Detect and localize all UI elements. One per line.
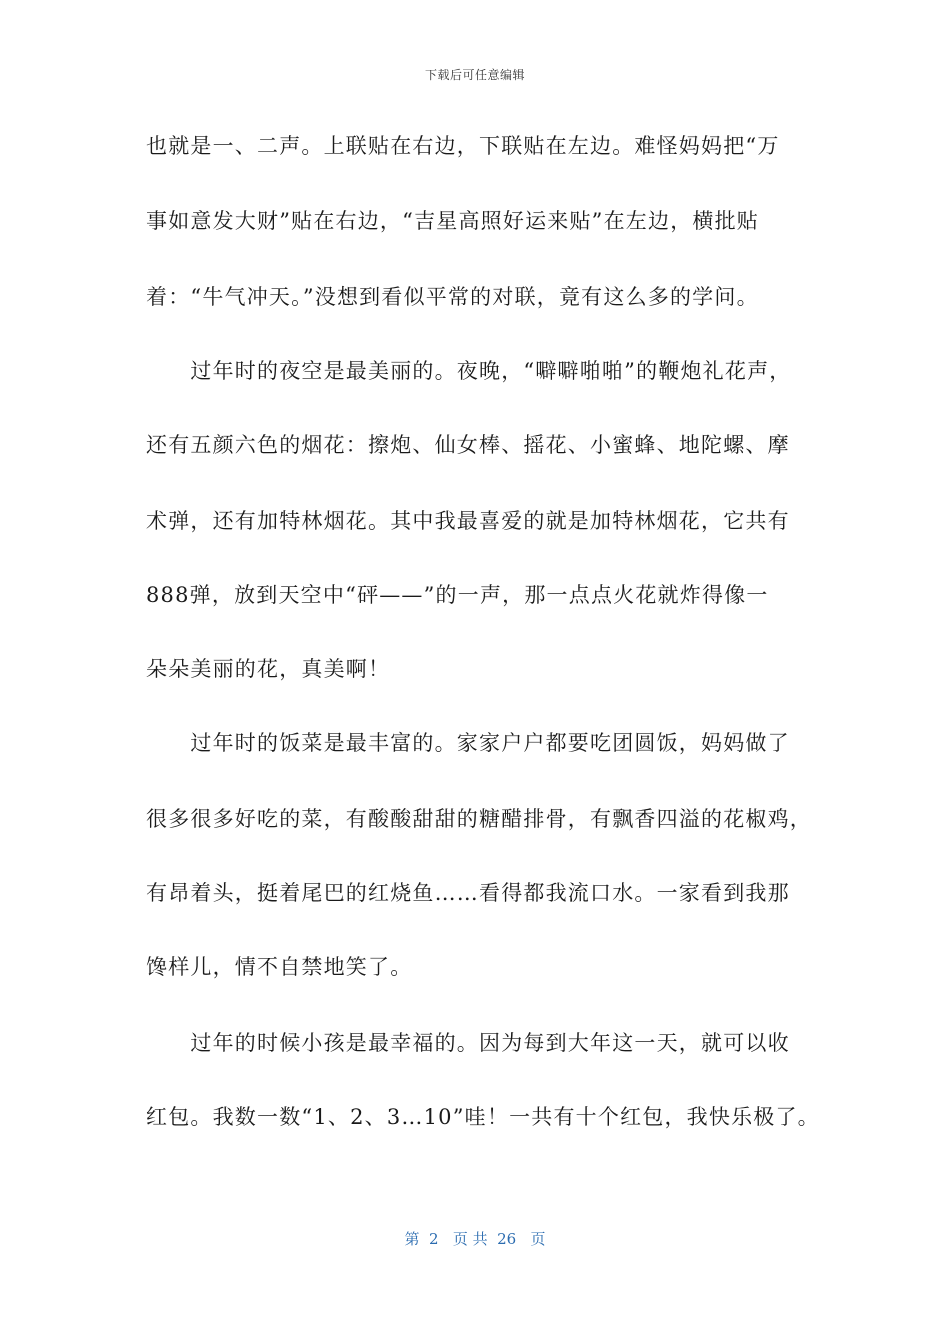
page-header: 下载后可任意编辑 [424, 68, 525, 82]
text-line: 红包。我数一数“1、2、3…10”哇！一共有十个红包，我快乐极了。 [146, 1105, 820, 1129]
text-line: 也就是一、二声。上联贴在右边，下联贴在左边。难怪妈妈把“万 [146, 134, 780, 158]
text-line: 过年时的饭菜是最丰富的。家家户户都要吃团圆饭，妈妈做了 [146, 731, 790, 755]
text-line: 馋样儿，情不自禁地笑了。 [146, 955, 413, 979]
text-line: 还有五颜六色的烟花：擦炮、仙女棒、摇花、小蜜蜂、地陀螺、摩 [146, 433, 790, 457]
text-line: 过年的时候小孩是最幸福的。因为每到大年这一天，就可以收 [146, 1031, 790, 1055]
text-line: 有昂着头，挺着尾巴的红烧鱼……看得都我流口水。一家看到我那 [146, 881, 790, 905]
text-line: 术弹，还有加特林烟花。其中我最喜爱的就是加特林烟花，它共有 [146, 509, 790, 533]
page-footer: 第 2 页 共 26 页 [404, 1230, 546, 1248]
text-line: 很多很多好吃的菜，有酸酸甜甜的糖醋排骨，有飘香四溢的花椒鸡， [146, 807, 812, 831]
text-line: 事如意发大财”贴在右边，“吉星高照好运来贴”在左边，横批贴 [146, 209, 760, 233]
text-line: 着：“牛气冲天。”没想到看似平常的对联，竟有这么多的学问。 [146, 285, 759, 309]
text-line: 朵朵美丽的花，真美啊！ [146, 657, 391, 681]
text-line: 888弹，放到天空中“砰——”的一声，那一点点火花就炸得像一 [146, 583, 769, 607]
text-line: 过年时的夜空是最美丽的。夜晚，“噼噼啪啪”的鞭炮礼花声， [146, 359, 792, 383]
